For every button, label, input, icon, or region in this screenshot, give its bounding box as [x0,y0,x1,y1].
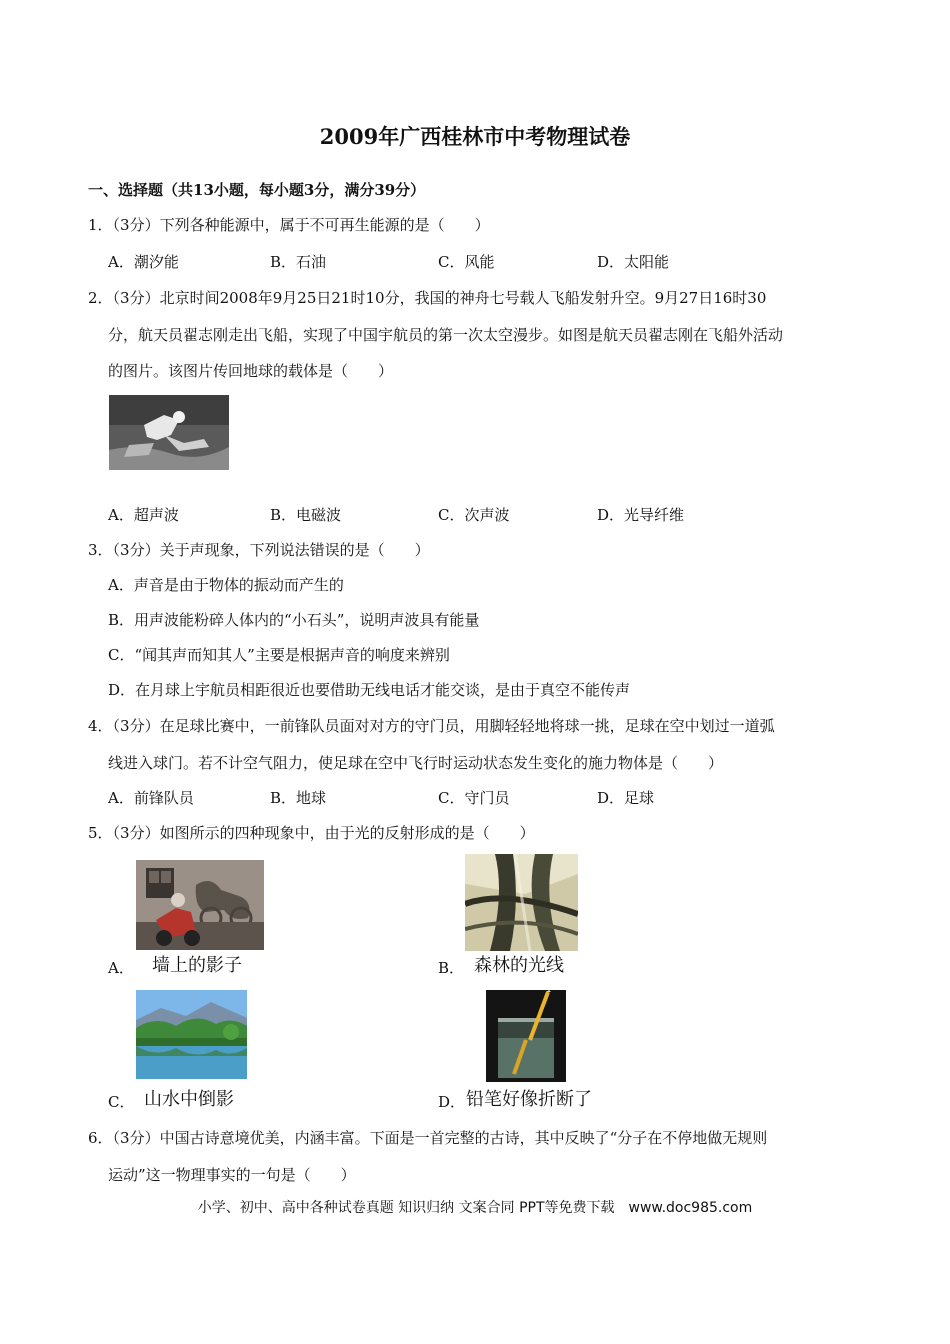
q1-option-a: A．潮汐能 [108,253,179,271]
question-5-stem: 5．（3分）如图所示的四种现象中，由于光的反射形成的是（ ） [88,824,535,842]
q5-option-a-letter: A． [108,959,134,977]
q2-option-b: B．电磁波 [270,506,342,524]
q4-option-d: D．足球 [597,789,655,807]
q2-option-d: D．光导纤维 [597,506,685,524]
question-6-line-2: 运动”这一物理事实的一句是（ ） [108,1166,356,1184]
page-footer: 小学、初中、高中各种试卷真题 知识归纳 文案合同 PPT等免费下载 www.doc985.com [197,1200,753,1216]
forest-light-image [465,854,578,951]
section-heading: 一、选择题（共13小题，每小题3分，满分39分） [88,181,426,199]
mountain-reflection-image [136,990,247,1079]
question-2-line-2: 分，航天员翟志刚走出飞船，实现了中国宇航员的第一次太空漫步。如图是航天员翟志刚在飞船外活动 [108,326,784,344]
question-2-line-3: 的图片。该图片传回地球的载体是（ ） [108,362,394,380]
wall-shadow-image [136,860,264,950]
q5-option-b-letter: B． [438,959,465,977]
q3-option-d: D．在月球上宇航员相距很近也要借助无线电话才能交谈，是由于真空不能传声 [108,681,631,699]
question-6-line-1: 6．（3分）中国古诗意境优美，内涵丰富。下面是一首完整的古诗，其中反映了“分子在不停地做无规则 [88,1129,768,1147]
q5-caption-a: 墙上的影子 [152,955,242,976]
q5-option-c-letter: C． [108,1093,135,1111]
bent-pencil-image [486,990,566,1082]
q3-option-a: A．声音是由于物体的振动而产生的 [108,576,344,594]
q5-caption-b: 森林的光线 [474,955,564,976]
q4-option-b: B．地球 [270,789,327,807]
astronaut-image [109,395,229,470]
q3-option-b: B．用声波能粉碎人体内的“小石头”，说明声波具有能量 [108,611,480,629]
question-3-stem: 3．（3分）关于声现象，下列说法错误的是（ ） [88,541,430,559]
q2-option-c: C．次声波 [438,506,510,524]
q5-option-d-letter: D． [438,1093,466,1111]
question-4-line-2: 线进入球门。若不计空气阻力，使足球在空中飞行时运动状态发生变化的施力物体是（ ） [108,754,724,772]
q2-option-a: A．超声波 [108,506,179,524]
question-2-line-1: 2．（3分）北京时间2008年9月25日21时10分，我国的神舟七号载人飞船发射升空。9月27日16时30 [88,289,767,307]
q5-caption-d: 铅笔好像折断了 [466,1089,592,1110]
q1-option-d: D．太阳能 [597,253,670,271]
question-1-stem: 1．（3分）下列各种能源中，属于不可再生能源的是（ ） [88,216,490,234]
q4-option-c: C．守门员 [438,789,510,807]
q1-option-c: C．风能 [438,253,495,271]
question-4-line-1: 4．（3分）在足球比赛中，一前锋队员面对对方的守门员，用脚轻轻地将球一挑，足球在空中划过一道弧 [88,717,775,735]
q3-option-c: C．“闻其声而知其人”主要是根据声音的响度来辨别 [108,646,450,664]
q1-option-b: B．石油 [270,253,327,271]
q5-caption-c: 山水中倒影 [144,1089,234,1110]
q4-option-a: A．前锋队员 [108,789,194,807]
page-title: 2009年广西桂林市中考物理试卷 [319,124,631,149]
